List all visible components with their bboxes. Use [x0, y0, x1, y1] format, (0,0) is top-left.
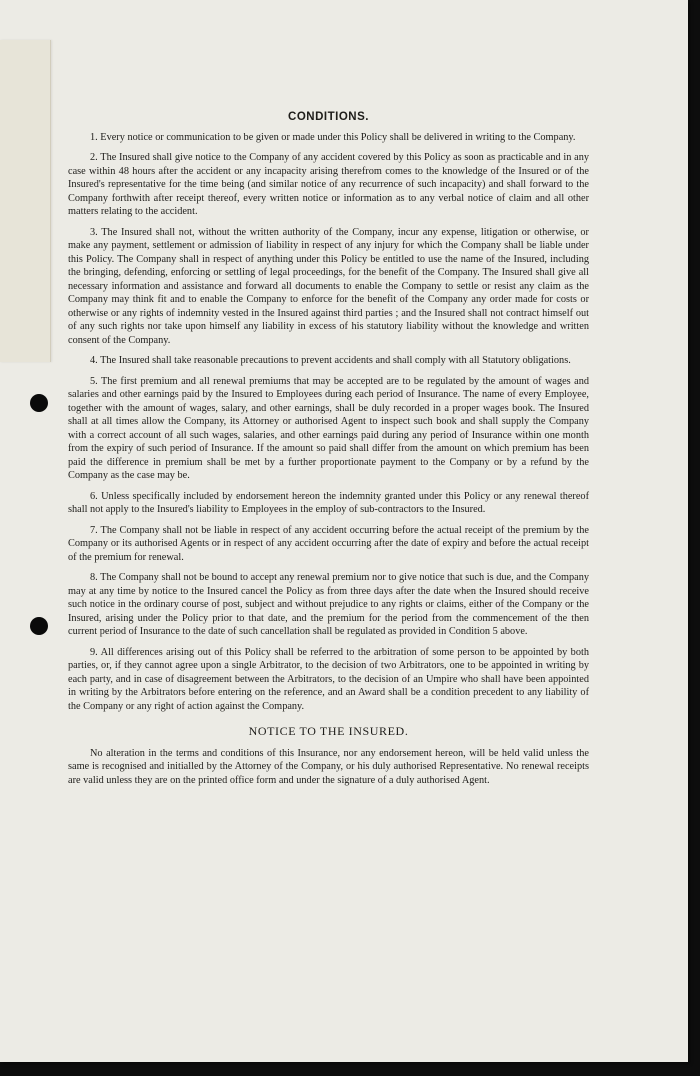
condition-6: 6. Unless specifically included by endorsement hereon the indemnity granted under this Policy or any renewal thereof shall not apply to the Insured's liability to Employees in the employ of sub-contractors to the Insured. — [68, 490, 589, 515]
condition-2: 2. The Insured shall give notice to the Company of any accident covered by this Policy as soon as practicable and in any case within 48 hours after the accident or any incapacity arising therefrom comes to the knowledge of the Insured or of the Insured's representative for the time being (and similar notice of any recurrence of such incapacity) and shall forward to the Company forthwith after receipt thereof, every written notice or information as to any verbal notice of claim and all other matters relating to the accident. — [68, 152, 589, 217]
condition-1: 1. Every notice or communication to be given or made under this Policy shall be delivered in writing to the Company. — [90, 131, 576, 143]
attached-paper-strip — [0, 40, 51, 362]
condition-3: 3. The Insured shall not, without the written authority of the Company, incur any expense, litigation or otherwise, or make any payment, settlement or admission of liability in respect of any injury for which the Company shall be liable under this Policy. The Company shall in respect of anything under this Policy be entitled to use the name of the Insured, including the bringing, defending, enforcing or settling of legal proceedings, for the benefit of the Company. The Insured shall give all necessary information and assistance and forward all documents to enable the Company to settle or resist any claim as the Company may think fit and to enable the Company to enforce for the benefit of the Company any order made for costs or otherwise or any rights of indemnity vested in the Insured against third parties ; and the Insured shall not contract himself out of any such rights nor take upon himself any liability in excess of his statutory liability without the knowledge and written consent of the Company. — [68, 226, 589, 346]
punch-hole-top — [30, 394, 48, 412]
condition-4: 4. The Insured shall take reasonable precautions to prevent accidents and shall comply with all Statutory obligations. — [90, 355, 571, 366]
notice-text: No alteration in the terms and conditions of this Insurance, nor any endorsement hereon, will be held valid unless the same is recognised and initialled by the Attorney of the Company, or his duly authorised Representative. No renewal receipts are valid unless they are on the printed office form and under the signature of a duly authorised Agent. — [68, 747, 589, 786]
conditions-title: CONDITIONS. — [288, 111, 369, 123]
document-body — [68, 111, 589, 787]
condition-5: 5. The first premium and all renewal premiums that may be accepted are to be regulated by the amount of wages and salaries and other earnings paid by the Insured to Employees during each period of Insurance. The name of every Employee, together with the amount of wages, salary, and other earnings, shall be duly recorded in a proper wages book. The Insured shall at all times allow the Company, its Attorney or authorised Agent to inspect such book and shall supply the Company with a correct account of all such wages, salaries, and other earnings paid during any period of Insurance within one month from the expiry of such period of Insurance. If the amount so paid shall differ from the amount on which premium has been paid the difference in premium shall be met by a further proportionate payment to the Company or by a refund by the Company as the case may be. — [68, 375, 589, 481]
condition-8: 8. The Company shall not be bound to accept any renewal premium nor to give notice that such is due, and the Company may at any time by notice to the Insured cancel the Policy as from three days after the date when the Insured should receive such notice in the ordinary course of post, subject and without prejudice to any rights or claims, either of the Company or the Insured, arising under the Policy prior to that date, and the premium for the period from the commencement of the then current period of Insurance to the date of such cancellation shall be regulated as provided in Condition 5 above. — [68, 572, 589, 637]
condition-9: 9. All differences arising out of this Policy shall be referred to the arbitration of some person to be appointed by both parties, or, if they cannot agree upon a single Arbitrator, to the decision of two Arbitrators, one to be appointed in writing by each party, and in case of disagreement between the Arbitrators, to the decision of an Umpire who shall have been appointed in writing by the Arbitrators before entering on the reference, and an Award shall be a condition precedent to any liability of the Company or any right of action against the Company. — [68, 646, 589, 712]
notice-title: NOTICE TO THE INSURED. — [248, 724, 409, 738]
condition-7: 7. The Company shall not be liable in respect of any accident occurring before the actual receipt of the premium by the Company or its authorised Agents or in respect of any accident occurring after the date of expiry and before the actual receipt of the premium for renewal. — [68, 524, 589, 563]
punch-hole-bottom — [30, 617, 48, 635]
